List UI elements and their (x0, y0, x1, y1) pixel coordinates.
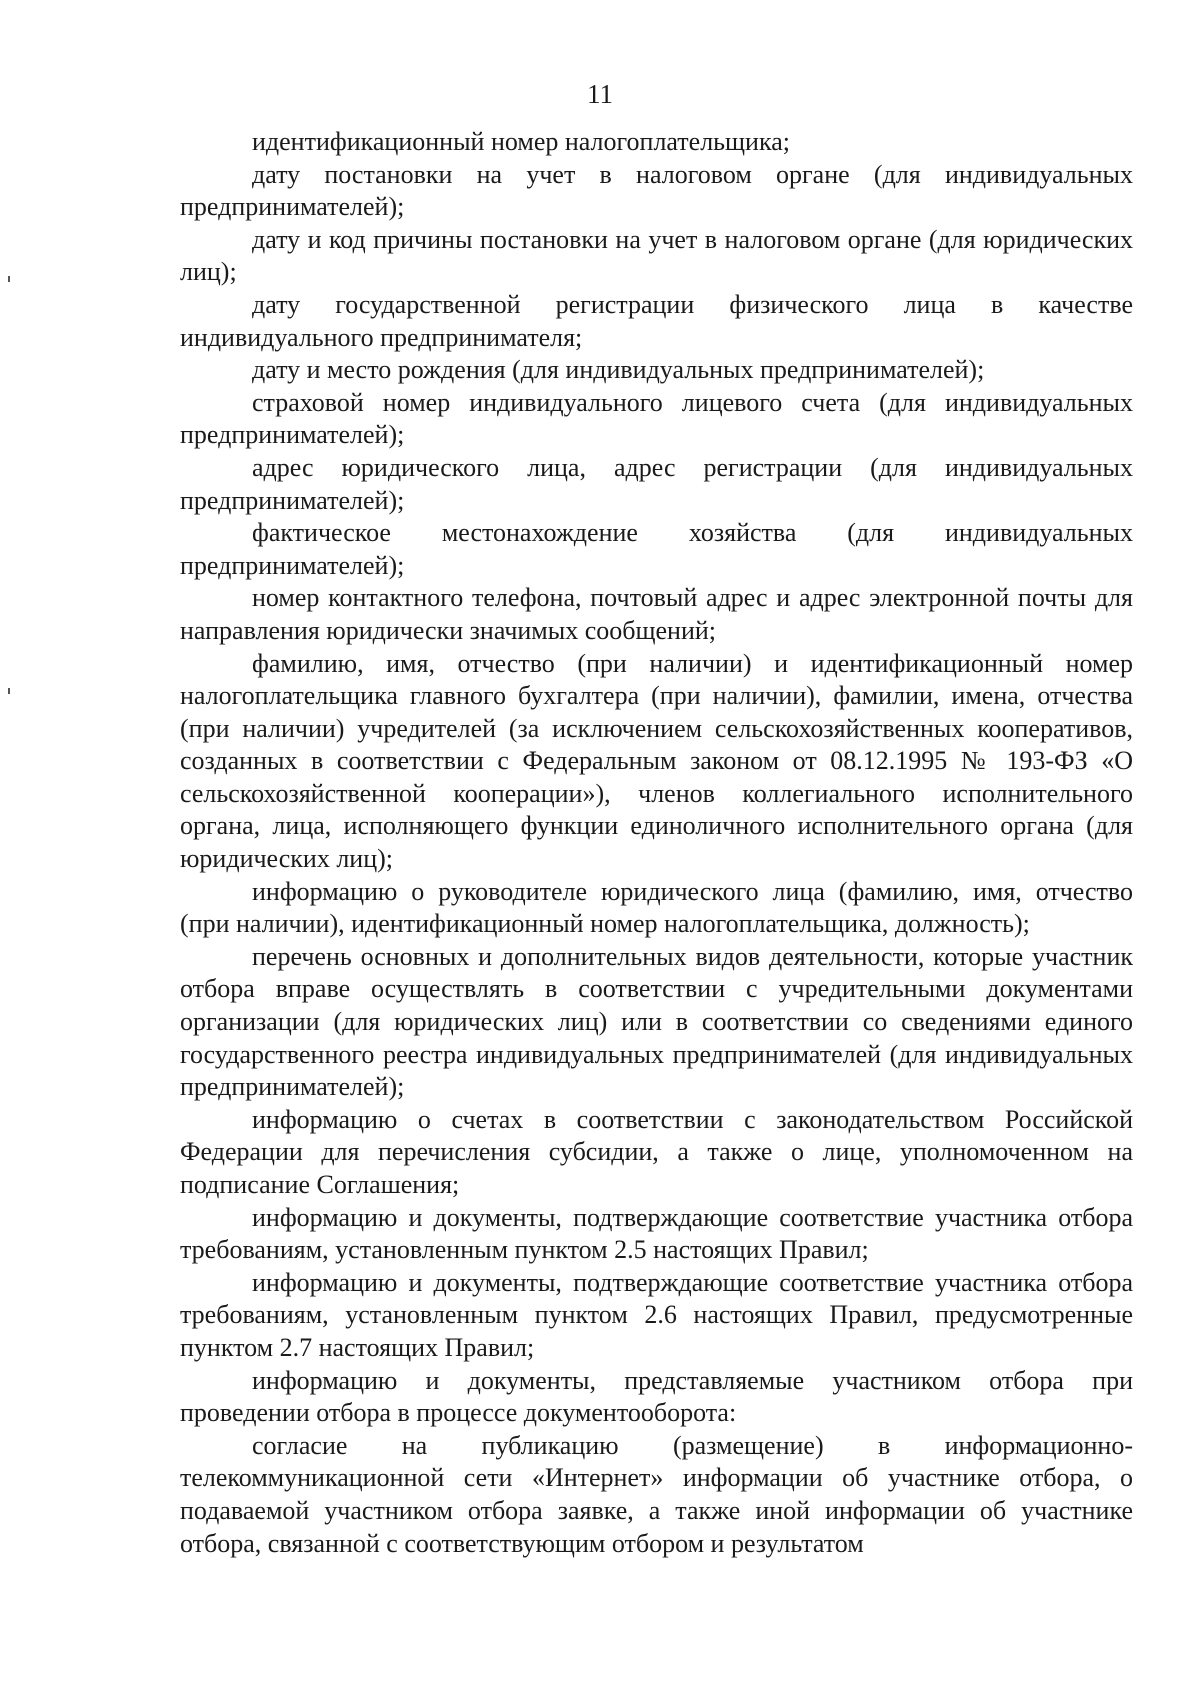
paragraph-6: страховой номер индивидуального лицевого счета (для индивидуальных предпринимателей); (180, 387, 1133, 450)
paragraph-17: согласие на публикацию (размещение) в информационно-телекоммуникационной сети «Интернет» информации об участнике отбора, о подаваемой участником отбора заявке, а также иной информации об участнике отбора, связанной с соответствующим отбором и результатом (180, 1430, 1133, 1558)
paragraph-4: дату государственной регистрации физического лица в качестве индивидуального предпринимателя; (180, 289, 1133, 352)
paragraph-8: фактическое местонахождение хозяйства (для индивидуальных предпринимателей); (180, 518, 1133, 580)
paragraph-14: информацию и документы, подтверждающие соответствие участника отбора требованиям, установленным пунктом 2.5 настоящих Правил; (180, 1202, 1133, 1265)
scan-edge-mark (8, 688, 10, 694)
scan-edge-mark (8, 276, 10, 282)
paragraph-2: дату постановки на учет в налоговом органе (для индивидуальных предпринимателей); (180, 159, 1133, 222)
document-body (180, 126, 1133, 1560)
paragraph-12: перечень основных и дополнительных видов деятельности, которые участник отбора вправе осуществлять в соответствии с учредительными документами организации (для юридических лиц) или в соответствии со сведениями единого государственного реестра индивидуальных предпринимателей (для индивидуальных предпринимателей); (180, 941, 1133, 1102)
paragraph-5: дату и место рождения (для индивидуальных предпринимателей); (252, 355, 985, 385)
paragraph-11: информацию о руководителе юридического лица (фамилию, имя, отчество (при наличии), идентификационный номер налогоплательщика, должность); (180, 876, 1133, 939)
paragraph-10: фамилию, имя, отчество (при наличии) и идентификационный номер налогоплательщика главного бухгалтера (при наличии), фамилии, имена, отчества (при наличии) учредителей (за исключением сельскохозяйственных кооперативов, созданных в соответствии с Федеральным законом от 08.12.1995 № 193-ФЗ «О сельскохозяйственной кооперации»), членов коллегиального исполнительного органа, лица, исполняющего функции единоличного исполнительного органа (для юридических лиц); (180, 648, 1133, 874)
paragraph-3: дату и код причины постановки на учет в налоговом органе (для юридических лиц); (180, 224, 1133, 287)
paragraph-13: информацию о счетах в соответствии с законодательством Российской Федерации для перечисления субсидии, а также о лице, уполномоченном на подписание Соглашения; (180, 1104, 1133, 1199)
paragraph-15: информацию и документы, подтверждающие соответствие участника отбора требованиям, установленным пунктом 2.6 настоящих Правил, предусмотренные пунктом 2.7 настоящих Правил; (180, 1267, 1133, 1362)
paragraph-16: информацию и документы, представляемые участником отбора при проведении отбора в процессе документооборота: (180, 1365, 1133, 1428)
page-number: 11 (587, 79, 613, 109)
paragraph-7: адрес юридического лица, адрес регистрации (для индивидуальных предпринимателей); (180, 452, 1133, 515)
paragraph-9: номер контактного телефона, почтовый адрес и адрес электронной почты для направления юридически значимых сообщений; (180, 583, 1133, 645)
paragraph-1: идентификационный номер налогоплательщика; (252, 127, 790, 156)
